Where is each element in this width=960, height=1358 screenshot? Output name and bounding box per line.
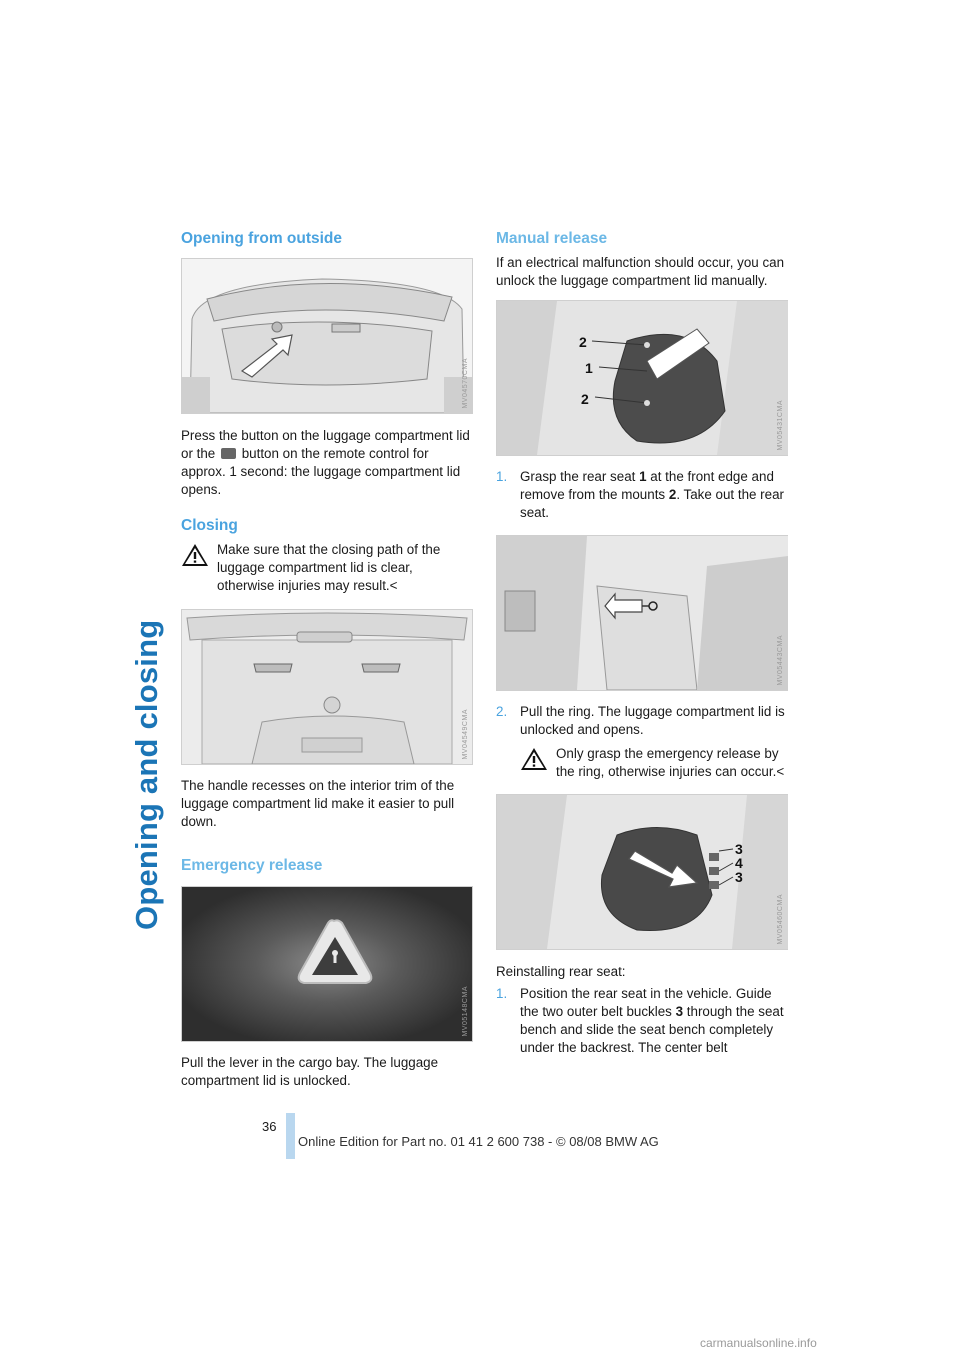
figure-code: MV04549CMA	[462, 709, 469, 760]
reinstall-heading: Reinstalling rear seat:	[496, 964, 626, 979]
step-number: 1.	[496, 469, 508, 484]
callout-3-bottom: 3	[735, 869, 743, 885]
figure-code: MV05431CMA	[777, 400, 784, 451]
heading-manual-release: Manual release	[496, 230, 608, 247]
figure-trunk-interior	[181, 609, 473, 765]
figure-code: MV05460CMA	[777, 894, 784, 945]
end-mark: <	[776, 764, 785, 779]
heading-emergency-release: Emergency release	[181, 857, 323, 874]
opening-instructions	[181, 427, 473, 499]
reinstall-text-c: through the seat bench and slide the seat bench completely under the backrest. The center belt	[520, 1004, 784, 1055]
figure-release-ring	[496, 535, 788, 691]
manual-release-steps-2	[496, 703, 789, 739]
step1-text-e: . Take out the rear seat.	[520, 487, 784, 520]
trunk-interior-illustration	[182, 610, 472, 764]
figure-trunk-exterior	[181, 258, 473, 414]
figure-code: MV05443CMA	[777, 635, 784, 686]
figure-rear-seat-reinstall	[496, 794, 788, 950]
trunk-exterior-illustration	[182, 259, 472, 413]
site-watermark: carmanualsonline.info	[700, 1336, 817, 1350]
warning-triangle-icon	[181, 543, 209, 567]
page-number: 36	[262, 1119, 277, 1134]
step1-ref-2: 2	[668, 487, 677, 502]
step1-ref-1: 1	[639, 469, 647, 484]
seat-reinstall-illustration	[497, 795, 788, 949]
reinstall-text-a: Position the rear seat in the vehicle. Guide the two outer belt buckles	[520, 986, 772, 1019]
warning-triangle-icon	[520, 747, 548, 771]
reinstall-steps	[496, 985, 789, 1057]
closing-warning-text	[181, 541, 473, 595]
chapter-title-text: Opening and closing	[129, 619, 164, 930]
side-chapter-title	[123, 230, 164, 930]
step1-text-c: at the front edge and remove from the mounts	[520, 469, 774, 502]
figure-rear-seat-removal	[496, 300, 788, 456]
remote-trunk-button-icon	[221, 448, 236, 459]
manual-release-steps	[496, 468, 789, 522]
callout-4: 4	[735, 855, 743, 871]
edition-footer: Online Edition for Part no. 01 41 2 600 738 - © 08/08 BMW AG	[298, 1134, 659, 1149]
release-ring-warning	[496, 745, 789, 781]
step-1	[496, 468, 789, 522]
step2-text: Pull the ring. The luggage compartment lid is unlocked and opens.	[520, 704, 785, 737]
callout-2-top: 2	[579, 334, 587, 350]
step-2	[496, 703, 789, 739]
right-column	[496, 228, 789, 1057]
heading-opening-from-outside: Opening from outside	[181, 230, 343, 247]
end-mark: <	[389, 578, 398, 593]
opening-text-part1: Press the button on the luggage compartment lid or the	[181, 428, 470, 461]
heading-closing: Closing	[181, 517, 238, 534]
rear-seat-illustration	[497, 301, 788, 455]
closing-warning-body: Make sure that the closing path of the luggage compartment lid is clear, otherwise injuries may result.	[217, 542, 441, 593]
release-ring-illustration	[497, 536, 788, 690]
callout-1: 1	[585, 360, 593, 376]
step-number: 1.	[496, 986, 508, 1001]
left-column	[181, 228, 473, 1090]
reinstall-step-1	[496, 985, 789, 1057]
figure-code: MV04570CMA	[462, 358, 469, 409]
release-ring-warning-text	[520, 745, 789, 781]
closing-warning	[181, 541, 473, 595]
reinstall-ref-3: 3	[675, 1004, 684, 1019]
figure-emergency-release	[181, 886, 473, 1042]
figure-code: MV05148CMA	[462, 986, 469, 1037]
emergency-release-illustration	[182, 887, 472, 1041]
callout-2-bottom: 2	[581, 391, 589, 407]
opening-text-part2: button on the remote control for approx. 1 second: the luggage compartment lid opens.	[181, 446, 461, 497]
step1-text-a: Grasp the rear seat	[520, 469, 636, 484]
step-number: 2.	[496, 704, 508, 719]
callout-3-top: 3	[735, 841, 743, 857]
release-warning-body: Only grasp the emergency release by the ring, otherwise injuries can occur.	[556, 746, 779, 779]
footer-accent-bar	[286, 1113, 295, 1159]
emergency-text: Pull the lever in the cargo bay. The luggage compartment lid is unlocked.	[181, 1055, 439, 1088]
closing-text: The handle recesses on the interior trim of the luggage compartment lid make it easier to pull down.	[181, 778, 455, 829]
manual-intro-text: If an electrical malfunction should occur, you can unlock the luggage compartment lid manually.	[496, 255, 785, 288]
